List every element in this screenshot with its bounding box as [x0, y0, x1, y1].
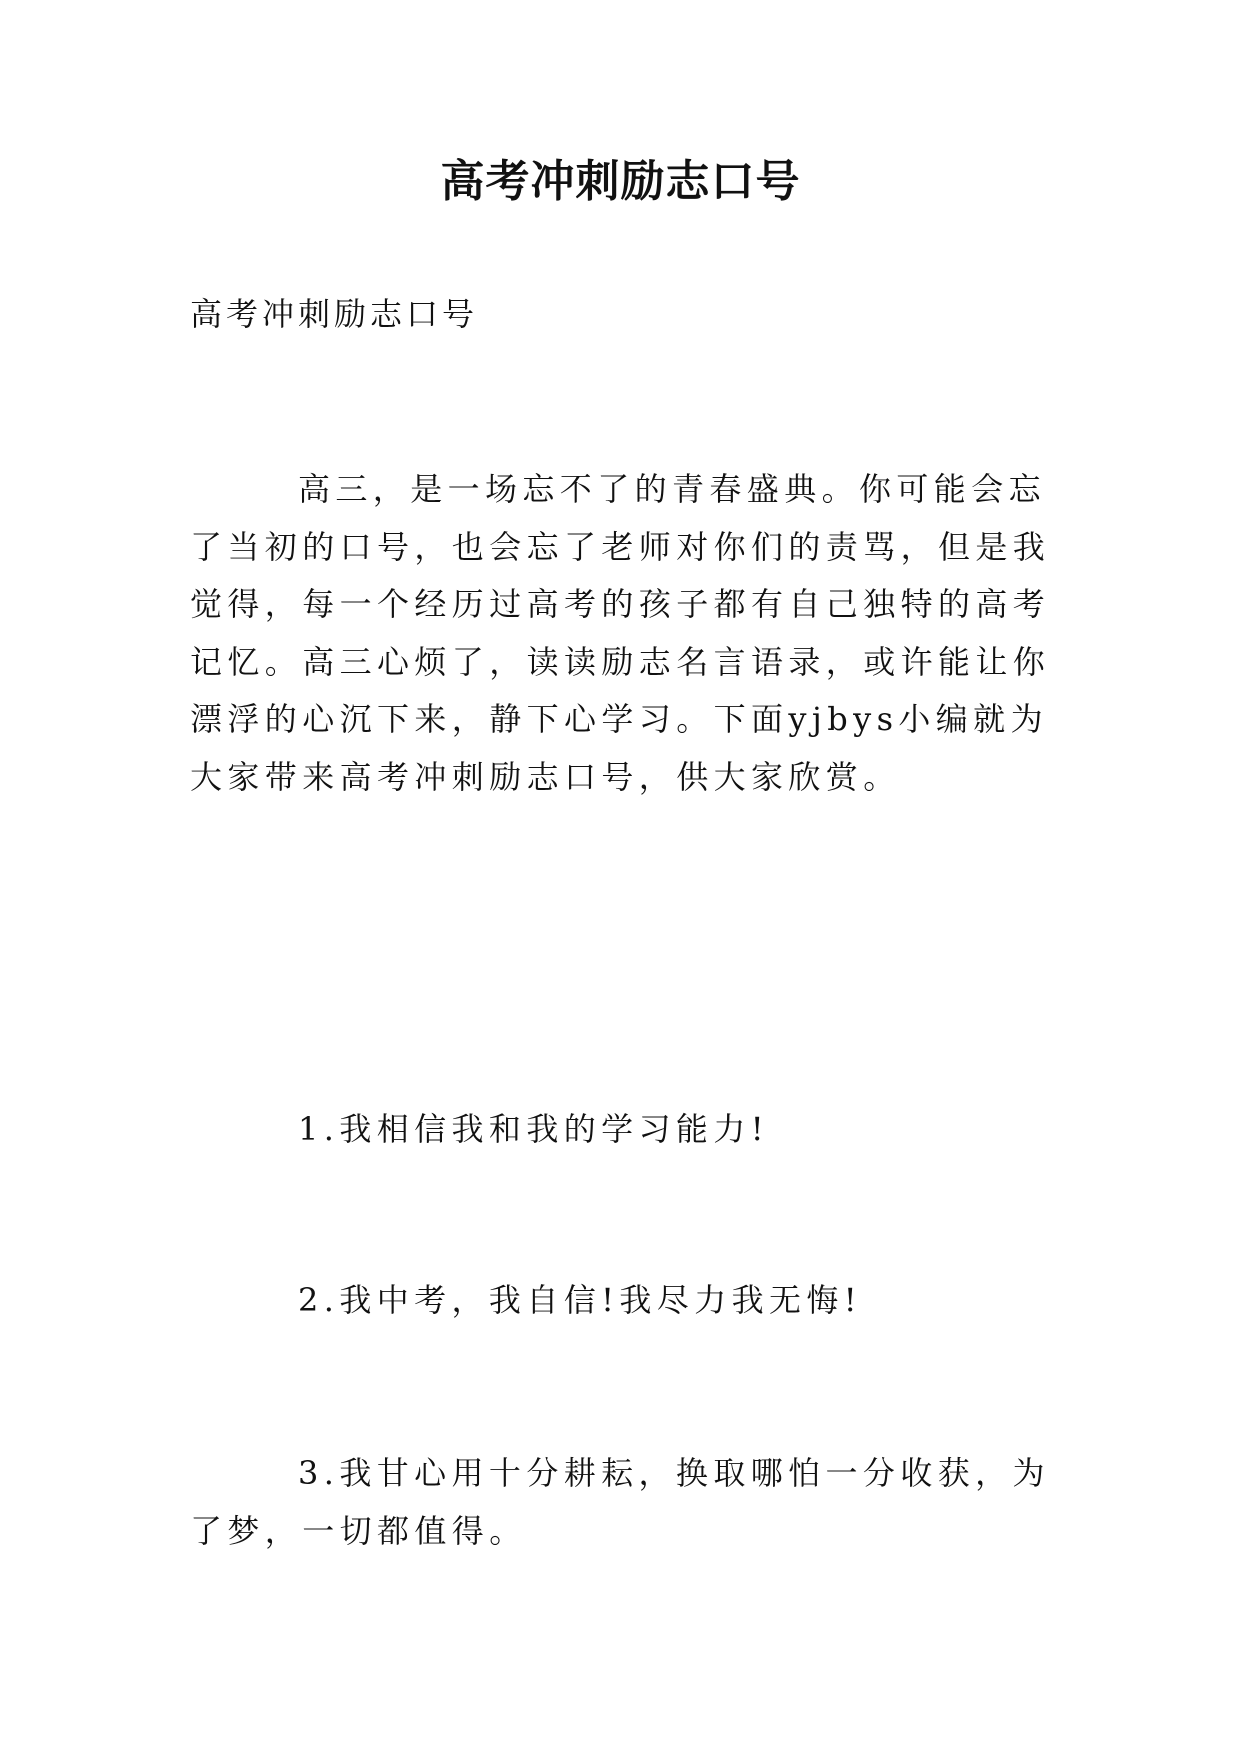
slogan-item: 3.我甘心用十分耕耘，换取哪怕一分收获，为了梦，一切都值得。 — [190, 1454, 1050, 1550]
intro-paragraph: 高三，是一场忘不了的青春盛典。你可能会忘了当初的口号，也会忘了老师对你们的责骂，但是我觉得，每一个经历过高考的孩子都有自己独特的高考记忆。高三心烦了，读读励志名言语录，或许能让你漂浮的心沉下来，静下心学习。下面yjbys小编就为大家带来高考冲刺励志口号，供大家欣赏。 — [190, 470, 1051, 796]
document-subtitle: 高考冲刺励志口号 — [190, 295, 479, 333]
slogan-item: 1.我相信我和我的学习能力! — [298, 1110, 769, 1148]
page-title: 高考冲刺励志口号 — [440, 156, 801, 207]
slogan-item: 2.我中考，我自信!我尽力我无悔! — [298, 1281, 863, 1319]
